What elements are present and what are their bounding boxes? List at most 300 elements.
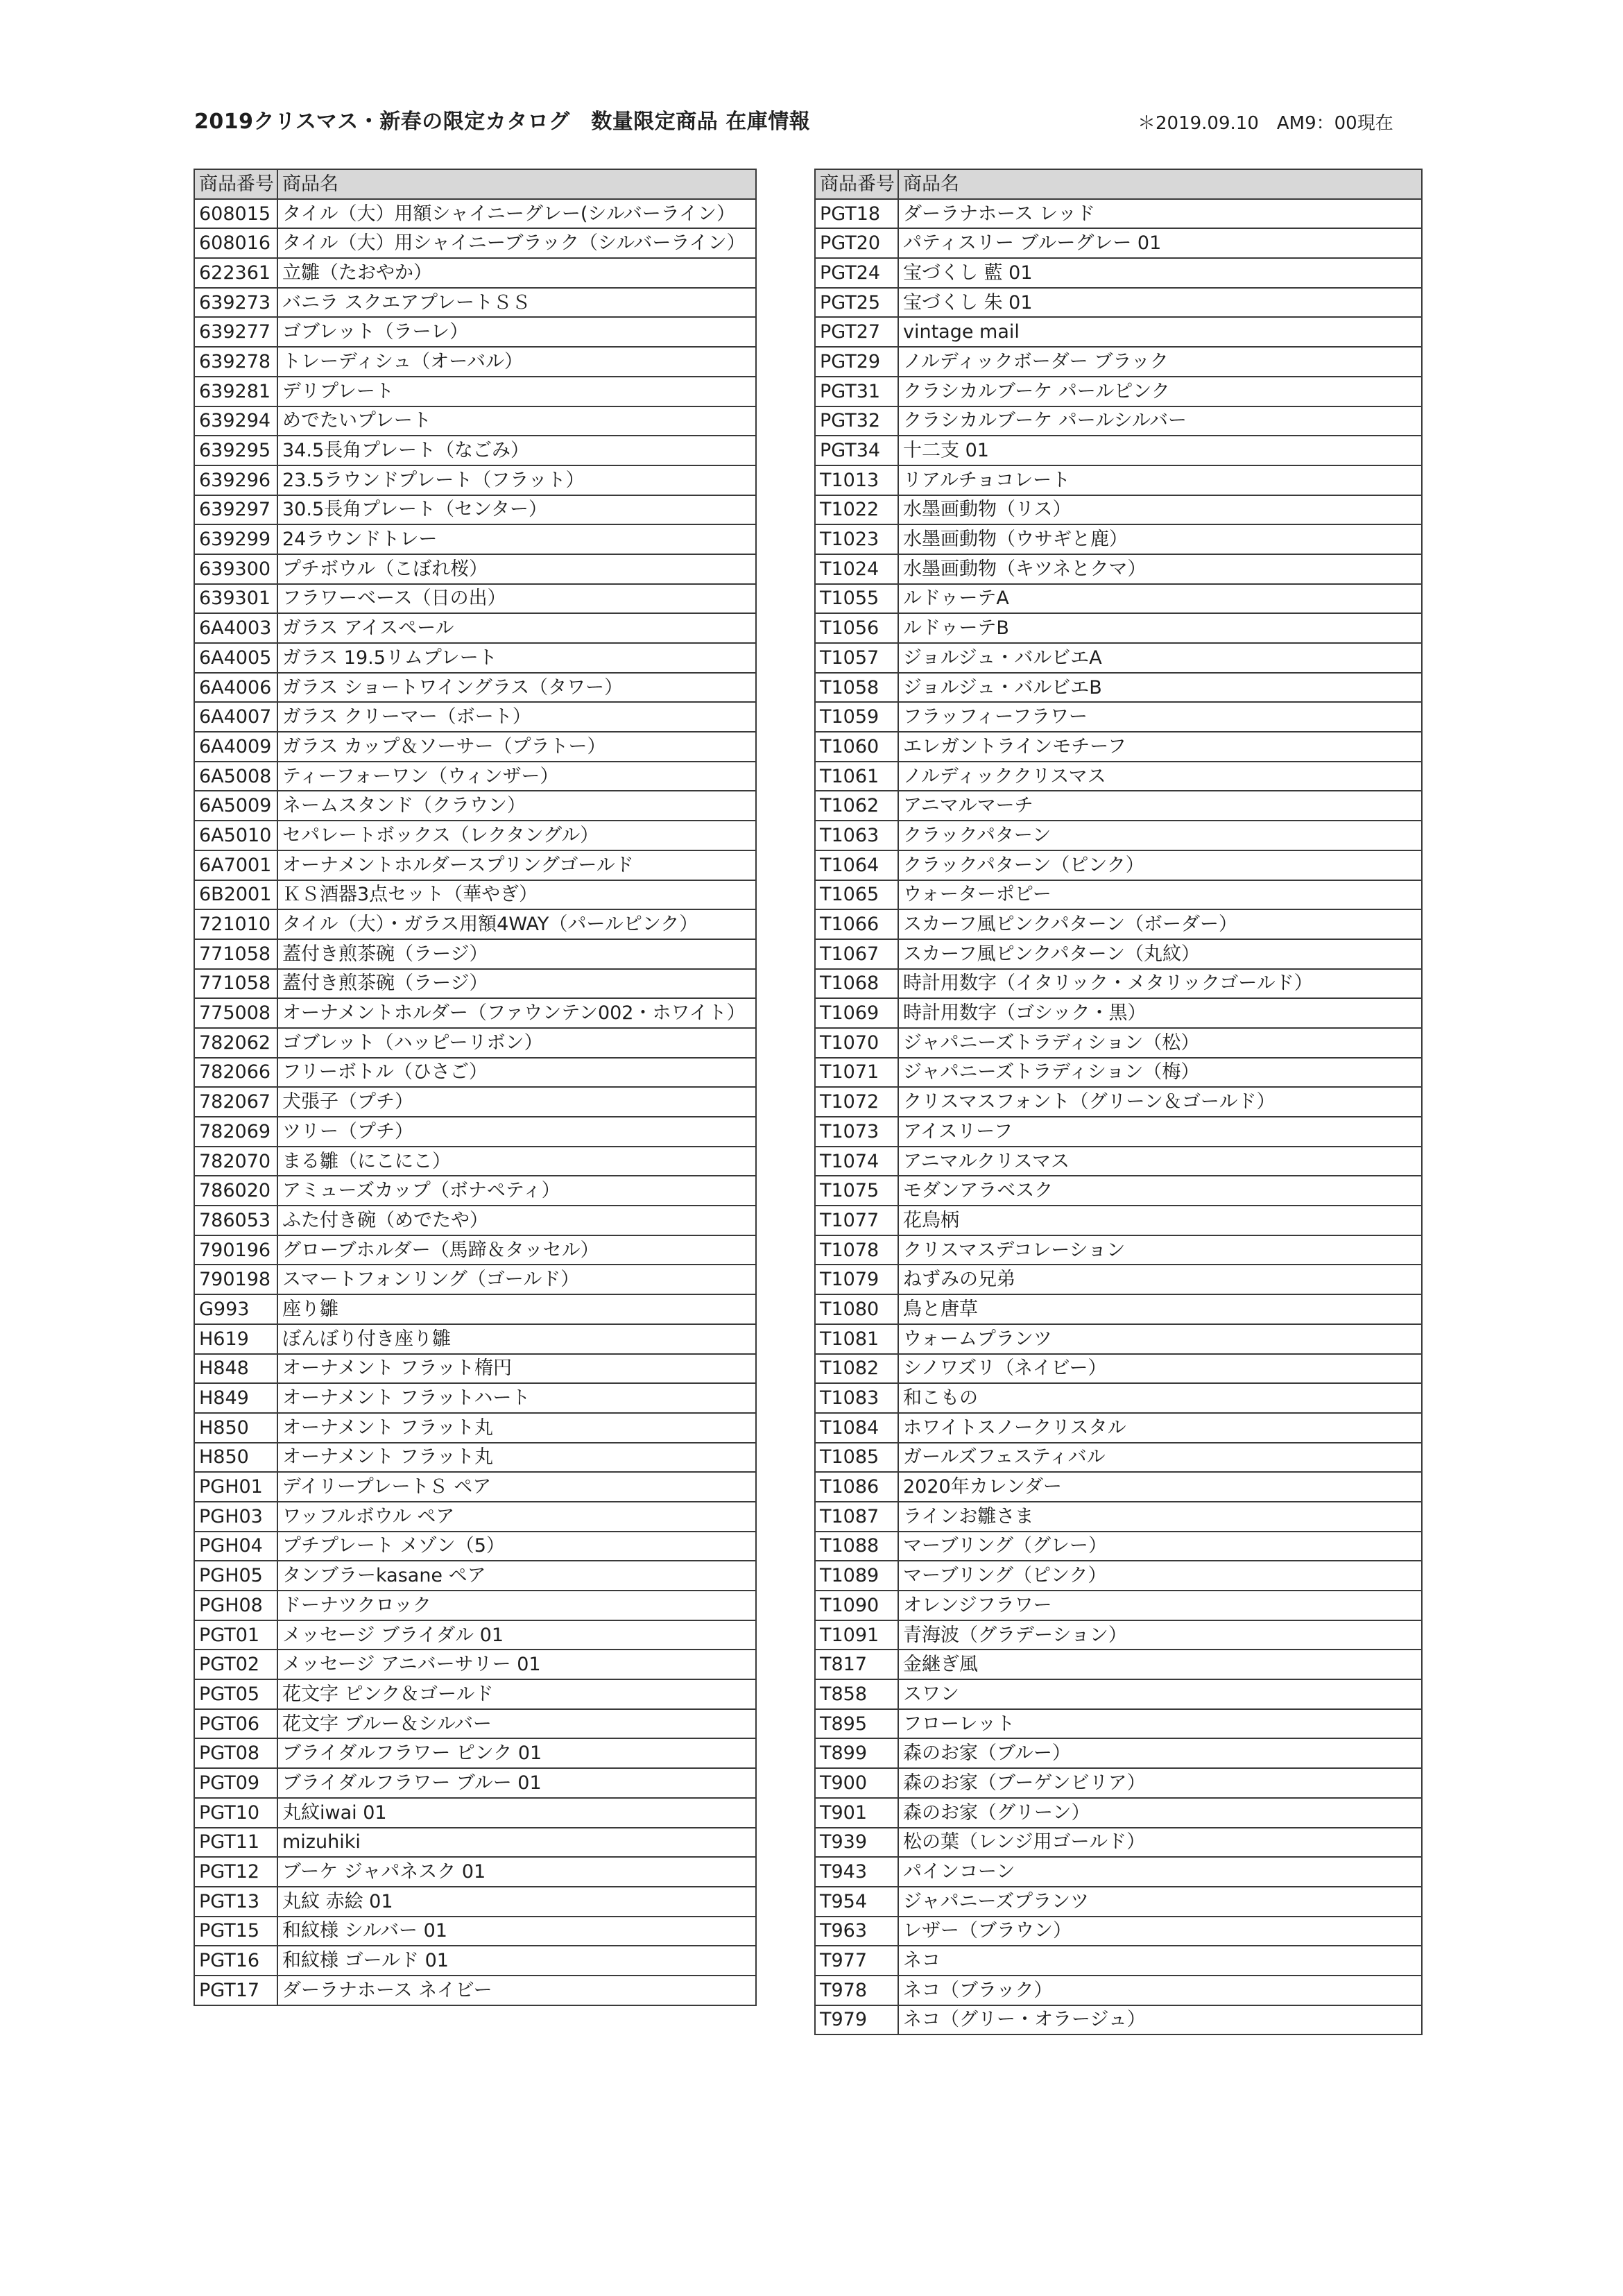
table-row: [194, 406, 756, 436]
product-name-cell: ガラス アイスペール: [277, 613, 756, 643]
product-name-cell: スマートフォンリング（ゴールド）: [277, 1265, 756, 1294]
product-code-cell: 639297: [194, 495, 277, 525]
product-code-cell: T1065: [815, 880, 898, 910]
product-name-cell: グローブホルダー（馬蹄＆タッセル）: [277, 1235, 756, 1265]
table-row: [815, 524, 1422, 554]
table-row: [815, 1887, 1422, 1917]
product-name-cell: クラシカルブーケ パールピンク: [898, 377, 1422, 406]
product-code-cell: H848: [194, 1354, 277, 1384]
product-code-cell: 608015: [194, 199, 277, 229]
table-row: [815, 1917, 1422, 1946]
product-name-cell: ネームスタンド（クラウン）: [277, 791, 756, 821]
table-row: [815, 613, 1422, 643]
product-name-cell: 金継ぎ風: [898, 1650, 1422, 1679]
product-name-cell: 水墨画動物（キツネとクマ）: [898, 554, 1422, 584]
table-row: [815, 1413, 1422, 1443]
product-code-cell: 782067: [194, 1087, 277, 1117]
product-code-cell: PGT05: [194, 1679, 277, 1709]
product-code-cell: T979: [815, 2005, 898, 2035]
product-code-cell: T1069: [815, 998, 898, 1028]
product-code-cell: T1088: [815, 1532, 898, 1561]
product-name-cell: ブーケ ジャパネスク 01: [277, 1857, 756, 1887]
product-name-cell: mizuhiki: [277, 1828, 756, 1858]
product-name-cell: ダーラナホース レッド: [898, 199, 1422, 229]
table-row: [194, 1147, 756, 1176]
table-row: [815, 1502, 1422, 1532]
product-code-cell: T1086: [815, 1472, 898, 1502]
table-row: [815, 1650, 1422, 1679]
table-row: [194, 1561, 756, 1591]
product-code-cell: T1083: [815, 1383, 898, 1413]
product-code-cell: 639296: [194, 465, 277, 495]
product-code-cell: T1067: [815, 939, 898, 969]
table-row: [194, 199, 756, 229]
product-code-cell: PGH08: [194, 1591, 277, 1620]
table-row: [815, 288, 1422, 318]
table-row: [815, 1620, 1422, 1650]
table-row: [815, 1087, 1422, 1117]
product-code-cell: PGT11: [194, 1828, 277, 1858]
product-name-cell: ウォームプランツ: [898, 1324, 1422, 1354]
product-code-cell: T1066: [815, 909, 898, 939]
product-code-cell: 6A4009: [194, 732, 277, 762]
product-name-cell: 花文字 ピンク＆ゴールド: [277, 1679, 756, 1709]
product-name-cell: 和こもの: [898, 1383, 1422, 1413]
table-row: [815, 1532, 1422, 1561]
product-name-cell: 花文字 ブルー＆シルバー: [277, 1709, 756, 1739]
table-row: [815, 998, 1422, 1028]
table-row: [815, 1798, 1422, 1828]
product-name-cell: ガールズフェスティバル: [898, 1443, 1422, 1473]
product-code-cell: 771058: [194, 939, 277, 969]
table-row: [815, 584, 1422, 614]
product-name-cell: 宝づくし 藍 01: [898, 258, 1422, 288]
product-code-cell: T1061: [815, 762, 898, 791]
product-code-cell: 639301: [194, 584, 277, 614]
product-name-cell: ガラス ショートワイングラス（タワー）: [277, 673, 756, 703]
product-code-cell: PGT17: [194, 1976, 277, 2005]
product-code-cell: PGH03: [194, 1502, 277, 1532]
product-code-cell: 622361: [194, 258, 277, 288]
product-name-cell: パインコーン: [898, 1857, 1422, 1887]
product-code-cell: 782066: [194, 1058, 277, 1088]
product-code-cell: T1072: [815, 1087, 898, 1117]
product-name-cell: スカーフ風ピンクパターン（ボーダー）: [898, 909, 1422, 939]
table-row: [815, 1383, 1422, 1413]
table-row: [815, 821, 1422, 850]
product-code-cell: T1064: [815, 850, 898, 880]
product-code-cell: PGT09: [194, 1768, 277, 1798]
product-code-cell: 6A4006: [194, 673, 277, 703]
product-name-cell: 十二支 01: [898, 436, 1422, 465]
product-name-cell: ＫＳ酒器3点セット（華やぎ）: [277, 880, 756, 910]
product-name-cell: ドーナツクロック: [277, 1591, 756, 1620]
product-code-cell: PGT15: [194, 1917, 277, 1946]
product-name-cell: タイル（大）用シャイニーブラック（シルバーライン）: [277, 228, 756, 258]
product-code-cell: 790198: [194, 1265, 277, 1294]
product-code-cell: T1084: [815, 1413, 898, 1443]
product-code-cell: T1013: [815, 465, 898, 495]
product-name-cell: メッセージ ブライダル 01: [277, 1620, 756, 1650]
product-name-cell: 水墨画動物（リス）: [898, 495, 1422, 525]
product-code-cell: T1071: [815, 1058, 898, 1088]
table-row: [194, 1502, 756, 1532]
product-name-cell: マーブリング（グレー）: [898, 1532, 1422, 1561]
product-code-cell: G993: [194, 1294, 277, 1324]
product-code-cell: PGT31: [815, 377, 898, 406]
table-row: [194, 1798, 756, 1828]
table-row: [815, 1709, 1422, 1739]
table-row: [815, 1206, 1422, 1235]
product-name-cell: デイリープレートＳ ペア: [277, 1472, 756, 1502]
product-name-cell: ネコ（グリー・オラージュ）: [898, 2005, 1422, 2035]
table-row: [194, 880, 756, 910]
product-code-cell: PGT13: [194, 1887, 277, 1917]
table-row: [815, 702, 1422, 732]
product-name-cell: エレガントラインモチーフ: [898, 732, 1422, 762]
table-row: [815, 1472, 1422, 1502]
product-name-cell: オーナメント フラットハート: [277, 1383, 756, 1413]
product-code-cell: T901: [815, 1798, 898, 1828]
product-code-cell: 639299: [194, 524, 277, 554]
product-name-cell: バニラ スクエアプレートＳＳ: [277, 288, 756, 318]
table-row: [194, 998, 756, 1028]
product-name-cell: アミューズカップ（ボナペティ）: [277, 1176, 756, 1206]
product-name-cell: ジャパニーズトラディション（梅）: [898, 1058, 1422, 1088]
product-code-cell: T1079: [815, 1265, 898, 1294]
product-name-cell: ジョルジュ・バルビエB: [898, 673, 1422, 703]
product-name-cell: プチボウル（こぼれ桜）: [277, 554, 756, 584]
table-row: [194, 1413, 756, 1443]
product-name-cell: プチプレート メゾン（5）: [277, 1532, 756, 1561]
product-code-cell: T1074: [815, 1147, 898, 1176]
table-row: [194, 939, 756, 969]
product-code-cell: T1023: [815, 524, 898, 554]
product-name-cell: 座り雛: [277, 1294, 756, 1324]
table-row: [815, 317, 1422, 347]
table-row: [815, 1147, 1422, 1176]
product-name-cell: クラシカルブーケ パールシルバー: [898, 406, 1422, 436]
product-code-cell: T1091: [815, 1620, 898, 1650]
table-row: [815, 495, 1422, 525]
product-name-cell: フラワーベース（日の出）: [277, 584, 756, 614]
product-code-cell: PGH04: [194, 1532, 277, 1561]
table-row: [194, 1679, 756, 1709]
product-code-cell: T963: [815, 1917, 898, 1946]
product-code-cell: T1082: [815, 1354, 898, 1384]
product-code-cell: T1056: [815, 613, 898, 643]
table-row: [815, 1443, 1422, 1473]
product-name-cell: 青海波（グラデーション）: [898, 1620, 1422, 1650]
product-name-cell: オレンジフラワー: [898, 1591, 1422, 1620]
table-row: [815, 1028, 1422, 1058]
product-code-cell: T817: [815, 1650, 898, 1679]
table-row: [815, 554, 1422, 584]
product-name-cell: クラックパターン（ピンク）: [898, 850, 1422, 880]
product-name-cell: ノルディックボーダー ブラック: [898, 347, 1422, 377]
column-header-code: 商品番号: [815, 169, 898, 199]
product-code-cell: T1063: [815, 821, 898, 850]
product-code-cell: PGT01: [194, 1620, 277, 1650]
product-name-cell: オーナメント フラット丸: [277, 1443, 756, 1473]
product-name-cell: フラッフィーフラワー: [898, 702, 1422, 732]
product-code-cell: T1070: [815, 1028, 898, 1058]
table-row: [194, 1058, 756, 1088]
table-row: [815, 2005, 1422, 2035]
table-row: [815, 791, 1422, 821]
product-name-cell: 23.5ラウンドプレート（フラット）: [277, 465, 756, 495]
product-name-cell: シノワズリ（ネイビー）: [898, 1354, 1422, 1384]
table-row: [815, 732, 1422, 762]
table-row: [815, 377, 1422, 406]
table-row: [194, 909, 756, 939]
product-code-cell: 771058: [194, 969, 277, 999]
table-row: [815, 436, 1422, 465]
product-name-cell: 時計用数字（イタリック・メタリックゴールド）: [898, 969, 1422, 999]
table-row: [815, 1117, 1422, 1147]
product-code-cell: T1090: [815, 1591, 898, 1620]
table-row: [815, 465, 1422, 495]
product-name-cell: ねずみの兄弟: [898, 1265, 1422, 1294]
table-row: [194, 1887, 756, 1917]
product-code-cell: T895: [815, 1709, 898, 1739]
table-row: [194, 1087, 756, 1117]
product-name-cell: ダーラナホース ネイビー: [277, 1976, 756, 2005]
product-code-cell: H619: [194, 1324, 277, 1354]
product-code-cell: PGT10: [194, 1798, 277, 1828]
product-code-cell: T1078: [815, 1235, 898, 1265]
product-code-cell: 775008: [194, 998, 277, 1028]
product-name-cell: クリスマスデコレーション: [898, 1235, 1422, 1265]
product-code-cell: 608016: [194, 228, 277, 258]
product-name-cell: ゴブレット（ラーレ）: [277, 317, 756, 347]
product-code-cell: T899: [815, 1738, 898, 1768]
product-name-cell: マーブリング（ピンク）: [898, 1561, 1422, 1591]
product-code-cell: T1073: [815, 1117, 898, 1147]
product-code-cell: 6A4007: [194, 702, 277, 732]
product-name-cell: オーナメントホルダースプリングゴールド: [277, 850, 756, 880]
table-row: [815, 1294, 1422, 1324]
table-row: [194, 1620, 756, 1650]
table-row: [194, 258, 756, 288]
product-name-cell: タイル（大）用額シャイニーグレー(シルバーライン）: [277, 199, 756, 229]
product-name-cell: 犬張子（プチ）: [277, 1087, 756, 1117]
product-name-cell: ルドゥーテB: [898, 613, 1422, 643]
product-code-cell: 6B2001: [194, 880, 277, 910]
product-code-cell: 6A5010: [194, 821, 277, 850]
product-name-cell: 立雛（たおやか）: [277, 258, 756, 288]
table-row: [194, 791, 756, 821]
product-code-cell: 6A5009: [194, 791, 277, 821]
table-row: [815, 1176, 1422, 1206]
product-name-cell: 水墨画動物（ウサギと鹿）: [898, 524, 1422, 554]
product-name-cell: レザー（ブラウン）: [898, 1917, 1422, 1946]
table-row: [194, 554, 756, 584]
product-name-cell: ティーフォーワン（ウィンザー）: [277, 762, 756, 791]
product-code-cell: 639281: [194, 377, 277, 406]
table-row: [194, 584, 756, 614]
table-row: [194, 1206, 756, 1235]
product-code-cell: T1080: [815, 1294, 898, 1324]
table-row: [815, 1354, 1422, 1384]
product-code-cell: H850: [194, 1443, 277, 1473]
table-row: [194, 1591, 756, 1620]
table-row: [815, 1235, 1422, 1265]
product-name-cell: 和紋様 シルバー 01: [277, 1917, 756, 1946]
table-row: [194, 702, 756, 732]
table-row: [815, 1857, 1422, 1887]
page-title: 2019クリスマス・新春の限定カタログ 数量限定商品 在庫情報: [194, 110, 811, 134]
product-name-cell: アイスリーフ: [898, 1117, 1422, 1147]
product-code-cell: T858: [815, 1679, 898, 1709]
product-code-cell: 782070: [194, 1147, 277, 1176]
table-row: [194, 524, 756, 554]
product-name-cell: トレーディシュ（オーバル）: [277, 347, 756, 377]
status-timestamp: ＊2019.09.10 AM9：00現在: [1137, 113, 1393, 134]
table-row: [815, 1828, 1422, 1858]
product-name-cell: ジャパニーズプランツ: [898, 1887, 1422, 1917]
product-name-cell: vintage mail: [898, 317, 1422, 347]
product-code-cell: 639294: [194, 406, 277, 436]
product-code-cell: PGT06: [194, 1709, 277, 1739]
table-row: [194, 1828, 756, 1858]
product-name-cell: ぼんぼり付き座り雛: [277, 1324, 756, 1354]
product-name-cell: オーナメント フラット丸: [277, 1413, 756, 1443]
product-code-cell: PGT18: [815, 199, 898, 229]
table-row: [194, 228, 756, 258]
table-row: [194, 969, 756, 999]
product-code-cell: PGT20: [815, 228, 898, 258]
product-name-cell: 丸紋iwai 01: [277, 1798, 756, 1828]
table-row: [815, 673, 1422, 703]
table-row: [194, 732, 756, 762]
table-row: [815, 969, 1422, 999]
product-name-cell: ブライダルフラワー ピンク 01: [277, 1738, 756, 1768]
product-name-cell: アニマルマーチ: [898, 791, 1422, 821]
stock-table-left: [194, 169, 757, 2006]
product-name-cell: ホワイトスノークリスタル: [898, 1413, 1422, 1443]
product-code-cell: 639278: [194, 347, 277, 377]
product-code-cell: PGT27: [815, 317, 898, 347]
product-code-cell: PGT34: [815, 436, 898, 465]
product-code-cell: T1062: [815, 791, 898, 821]
product-name-cell: ツリー（プチ）: [277, 1117, 756, 1147]
product-name-cell: ウォーターポピー: [898, 880, 1422, 910]
table-row: [815, 406, 1422, 436]
table-row: [194, 1354, 756, 1384]
table-row: [194, 1650, 756, 1679]
product-name-cell: 森のお家（グリーン）: [898, 1798, 1422, 1828]
product-name-cell: ふた付き碗（めでたや）: [277, 1206, 756, 1235]
column-header-name: 商品名: [898, 169, 1422, 199]
product-code-cell: T1068: [815, 969, 898, 999]
table-row: [815, 1976, 1422, 2005]
product-name-cell: 丸紋 赤絵 01: [277, 1887, 756, 1917]
product-code-cell: T1024: [815, 554, 898, 584]
table-row: [815, 909, 1422, 939]
product-name-cell: モダンアラベスク: [898, 1176, 1422, 1206]
table-row: [815, 347, 1422, 377]
table-row: [815, 880, 1422, 910]
table-row: [815, 643, 1422, 673]
table-row: [815, 939, 1422, 969]
product-name-cell: ネコ（ブラック）: [898, 1976, 1422, 2005]
product-code-cell: 639295: [194, 436, 277, 465]
product-name-cell: 森のお家（ブルー）: [898, 1738, 1422, 1768]
table-row: [194, 821, 756, 850]
product-name-cell: クラックパターン: [898, 821, 1422, 850]
product-code-cell: T1075: [815, 1176, 898, 1206]
table-row: [194, 288, 756, 318]
product-code-cell: T1057: [815, 643, 898, 673]
product-name-cell: ネコ: [898, 1946, 1422, 1976]
product-name-cell: ワッフルボウル ペア: [277, 1502, 756, 1532]
product-name-cell: 和紋様 ゴールド 01: [277, 1946, 756, 1976]
table-row: [815, 199, 1422, 229]
product-code-cell: PGT25: [815, 288, 898, 318]
product-code-cell: 721010: [194, 909, 277, 939]
product-name-cell: まる雛（にこにこ）: [277, 1147, 756, 1176]
product-code-cell: PGH05: [194, 1561, 277, 1591]
product-code-cell: PGT02: [194, 1650, 277, 1679]
table-row: [194, 436, 756, 465]
product-name-cell: デリプレート: [277, 377, 756, 406]
table-row: [194, 1235, 756, 1265]
product-code-cell: 790196: [194, 1235, 277, 1265]
table-row: [194, 377, 756, 406]
product-name-cell: クリスマスフォント（グリーン＆ゴールド）: [898, 1087, 1422, 1117]
table-row: [194, 1324, 756, 1354]
column-header-code: 商品番号: [194, 169, 277, 199]
product-code-cell: 6A4005: [194, 643, 277, 673]
product-code-cell: T1055: [815, 584, 898, 614]
product-name-cell: 松の葉（レンジ用ゴールド）: [898, 1828, 1422, 1858]
table-row: [194, 1443, 756, 1473]
product-name-cell: ガラス カップ＆ソーサー（プラトー）: [277, 732, 756, 762]
table-row: [815, 1058, 1422, 1088]
product-code-cell: T1081: [815, 1324, 898, 1354]
product-code-cell: PGT32: [815, 406, 898, 436]
table-row: [815, 1324, 1422, 1354]
table-row: [194, 1709, 756, 1739]
product-name-cell: ジョルジュ・バルビエA: [898, 643, 1422, 673]
table-header-row: [815, 169, 1422, 199]
product-code-cell: T1060: [815, 732, 898, 762]
product-code-cell: T900: [815, 1768, 898, 1798]
product-name-cell: スワン: [898, 1679, 1422, 1709]
product-code-cell: 6A4003: [194, 613, 277, 643]
table-row: [194, 1917, 756, 1946]
table-row: [194, 1117, 756, 1147]
product-code-cell: 6A5008: [194, 762, 277, 791]
table-row: [815, 258, 1422, 288]
product-name-cell: 34.5長角プレート（なごみ）: [277, 436, 756, 465]
product-code-cell: 639273: [194, 288, 277, 318]
product-name-cell: ゴブレット（ハッピーリボン）: [277, 1028, 756, 1058]
table-row: [815, 1561, 1422, 1591]
product-code-cell: T1058: [815, 673, 898, 703]
product-name-cell: アニマルクリスマス: [898, 1147, 1422, 1176]
table-row: [815, 1946, 1422, 1976]
product-code-cell: 639300: [194, 554, 277, 584]
table-row: [194, 1294, 756, 1324]
table-row: [194, 1946, 756, 1976]
table-row: [194, 762, 756, 791]
product-name-cell: リアルチョコレート: [898, 465, 1422, 495]
table-row: [815, 850, 1422, 880]
column-header-name: 商品名: [277, 169, 756, 199]
table-row: [815, 1738, 1422, 1768]
